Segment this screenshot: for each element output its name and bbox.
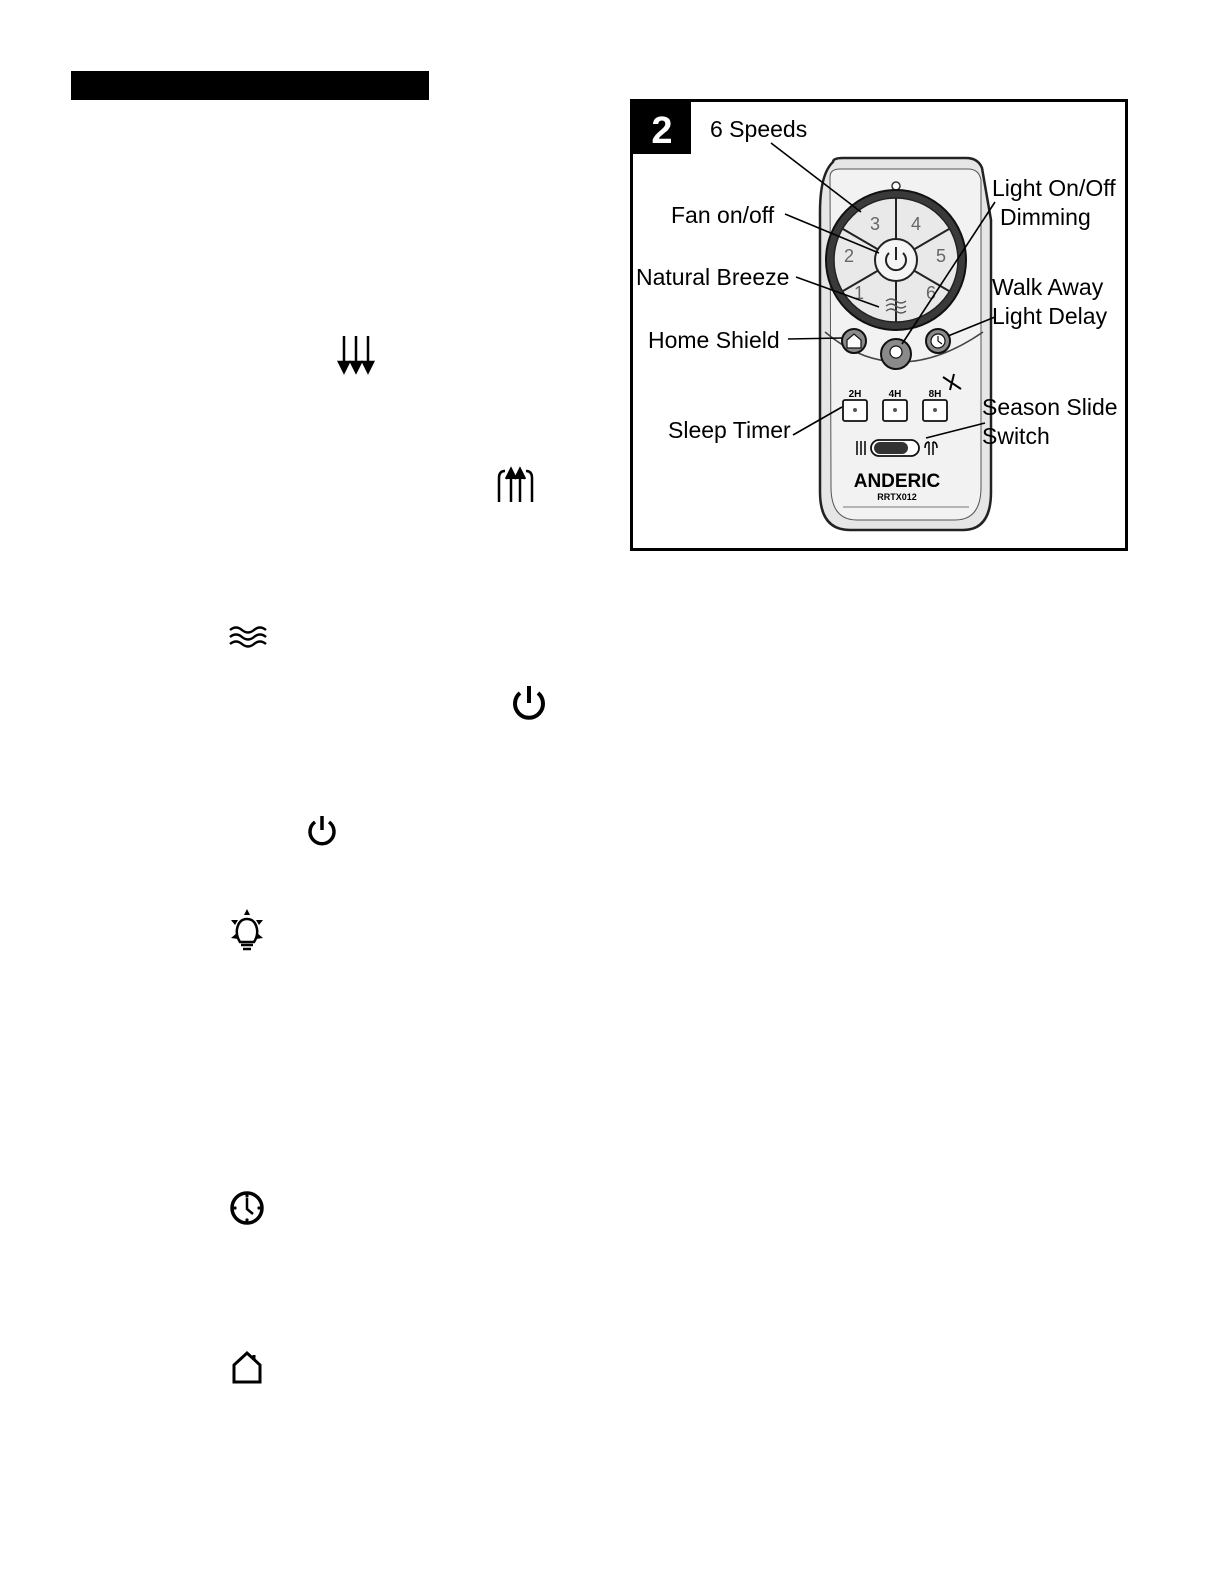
natural-breeze-icon xyxy=(228,624,270,648)
model-number: RRTX012 xyxy=(877,492,917,502)
timer-8h-label: 8H xyxy=(928,389,942,400)
timer-4h-label: 4H xyxy=(888,389,902,400)
section-header-bar xyxy=(71,71,429,100)
speed-5: 5 xyxy=(935,246,947,266)
downdraft-arrows-icon xyxy=(336,334,376,376)
figure-number: 2 xyxy=(651,110,673,152)
speed-6: 6 xyxy=(925,283,937,303)
home-shield-icon xyxy=(230,1349,264,1385)
updraft-arrows-icon xyxy=(494,466,536,504)
walk-away-clock-icon xyxy=(229,1190,265,1226)
brand-name: ANDERIC xyxy=(853,471,941,492)
power-icon xyxy=(306,813,338,847)
callout-season-slide: Season Slide xyxy=(982,394,1118,420)
remote-control xyxy=(820,158,991,530)
timer-2h-label: 2H xyxy=(848,389,862,400)
callout-switch: Switch xyxy=(982,423,1050,449)
power-icon xyxy=(510,683,548,723)
callout-home-shield: Home Shield xyxy=(648,327,780,353)
speed-2: 2 xyxy=(843,246,855,266)
callout-sleep-timer: Sleep Timer xyxy=(668,417,791,443)
callout-natural-breeze: Natural Breeze xyxy=(636,264,790,290)
callout-dimming: Dimming xyxy=(1000,204,1091,230)
callout-light-delay: Light Delay xyxy=(992,303,1108,329)
remote-figure xyxy=(630,99,1128,551)
callout-fan-on-off: Fan on/off xyxy=(671,202,775,228)
speed-3: 3 xyxy=(869,214,881,234)
light-bulb-icon xyxy=(227,908,267,952)
speed-1: 1 xyxy=(853,283,865,303)
callout-6-speeds: 6 Speeds xyxy=(710,116,808,142)
speed-4: 4 xyxy=(910,214,922,234)
callout-light-on-off: Light On/Off xyxy=(992,175,1116,201)
callout-walk-away: Walk Away xyxy=(992,274,1104,300)
